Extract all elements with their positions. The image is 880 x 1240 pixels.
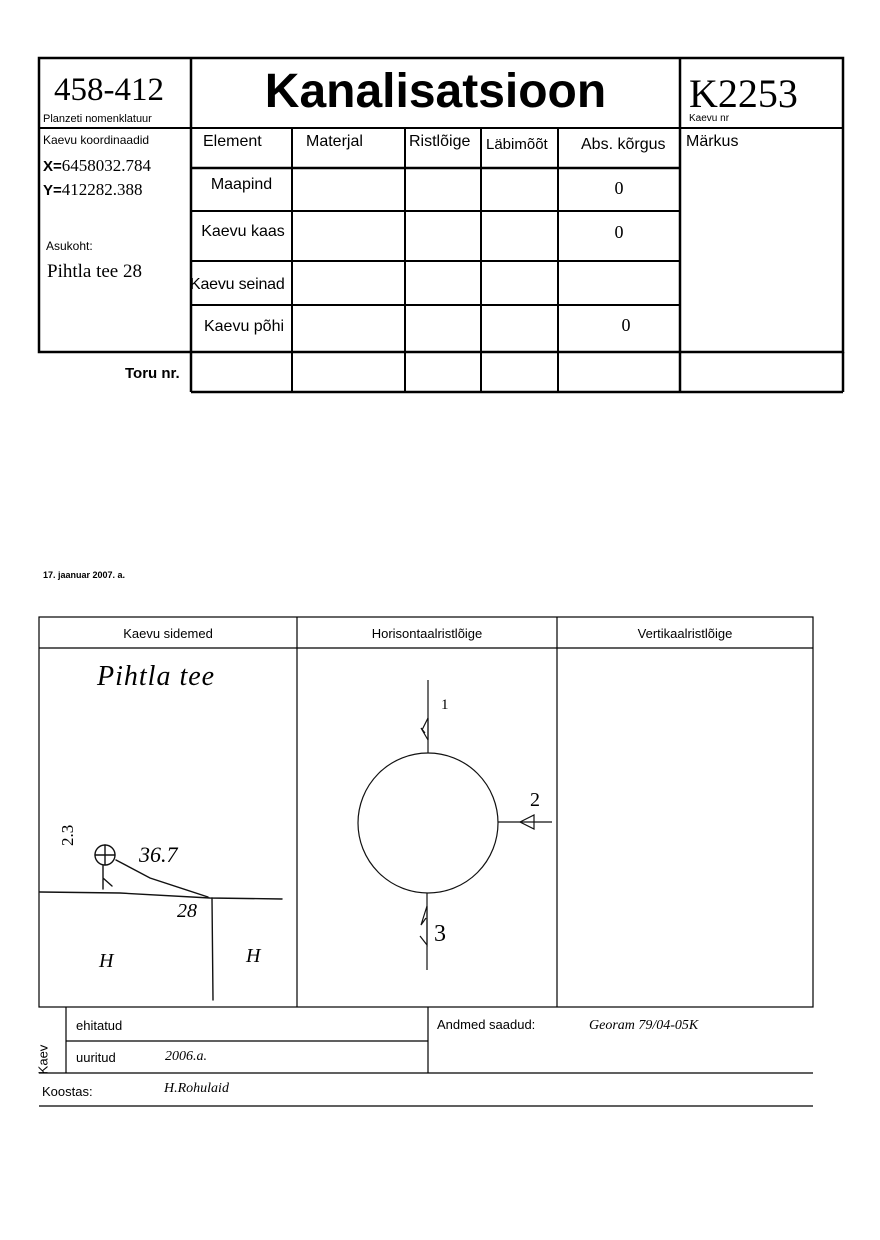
- sketch-hydrant-left: H: [99, 950, 114, 972]
- compiled-by-label: Koostas:: [42, 1084, 93, 1099]
- pipe-number-label: Toru nr.: [125, 365, 180, 382]
- col-labimoot: Läbimõõt: [486, 136, 548, 153]
- row-abs-maapind: 0: [614, 178, 624, 198]
- sketch-distance-diag: 36.7: [139, 842, 178, 867]
- col-element: Element: [203, 133, 262, 150]
- well-number-value: K2253: [689, 71, 798, 116]
- x-label: X=: [43, 158, 62, 175]
- location-value: Pihtla tee 28: [47, 261, 142, 282]
- col-abs-korgus: Abs. kõrgus: [581, 136, 666, 153]
- row-element-kaevu-seinad: Kaevu seinad: [190, 276, 285, 293]
- pipe-label-3: 3: [434, 921, 446, 947]
- surveyed-label: uuritud: [76, 1050, 116, 1065]
- built-label: ehitatud: [76, 1018, 123, 1033]
- compiled-by-value: H.Rohulaid: [164, 1081, 229, 1096]
- col-materjal: Materjal: [306, 133, 363, 150]
- sketch-hydrant-right: H: [246, 945, 261, 967]
- document-title: Kanalisatsioon: [264, 65, 607, 118]
- sketch-house-number: 28: [177, 900, 197, 922]
- location-label: Asukoht:: [46, 239, 93, 253]
- coordinates-label: Kaevu koordinaadid: [43, 133, 150, 147]
- col-markus: Märkus: [686, 133, 739, 150]
- well-circle: [358, 753, 498, 893]
- row-abs-kaevu-pohi: 0: [621, 315, 631, 335]
- sketch-distance-left: 2.3: [58, 824, 77, 846]
- y-coordinate: [43, 180, 143, 200]
- pipe-label-2: 2: [530, 789, 540, 811]
- col-horisontaalristloige: Horisontaalristlõige: [371, 626, 483, 641]
- y-label: Y=: [43, 182, 62, 199]
- y-value: 412282.388: [61, 180, 143, 199]
- horizontal-sketch: [358, 680, 552, 970]
- data-source-value: Georam 79/04-05K: [589, 1018, 699, 1033]
- data-source-label: Andmed saadud:: [437, 1017, 536, 1032]
- sidemed-sketch: [40, 845, 282, 1000]
- x-value: 6458032.784: [61, 156, 152, 175]
- x-coordinate: [43, 156, 151, 176]
- col-vertikaalristloige: Vertikaalristlõige: [637, 626, 733, 641]
- col-kaevu-sidemed: Kaevu sidemed: [123, 626, 213, 641]
- row-element-maapind: Maapind: [210, 176, 273, 193]
- row-element-kaevu-pohi: Kaevu põhi: [203, 318, 285, 335]
- document-date: 17. jaanuar 2007. a.: [43, 570, 126, 580]
- nomenclature-label: Planzeti nomenklatuur: [43, 113, 152, 125]
- sketch-street-name: Pihtla tee: [97, 661, 216, 692]
- surveyed-value: 2006.a.: [165, 1049, 207, 1064]
- col-ristloige: Ristlõige: [409, 133, 471, 150]
- well-number-label: Kaevu nr: [689, 113, 730, 124]
- row-abs-kaevu-kaas: 0: [614, 222, 624, 242]
- row-element-kaevu-kaas: Kaevu kaas: [201, 223, 285, 240]
- pipe-label-1: 1: [441, 697, 449, 713]
- footer-side-label: Kaev: [35, 1044, 51, 1075]
- nomenclature-value: 458-412: [54, 72, 164, 108]
